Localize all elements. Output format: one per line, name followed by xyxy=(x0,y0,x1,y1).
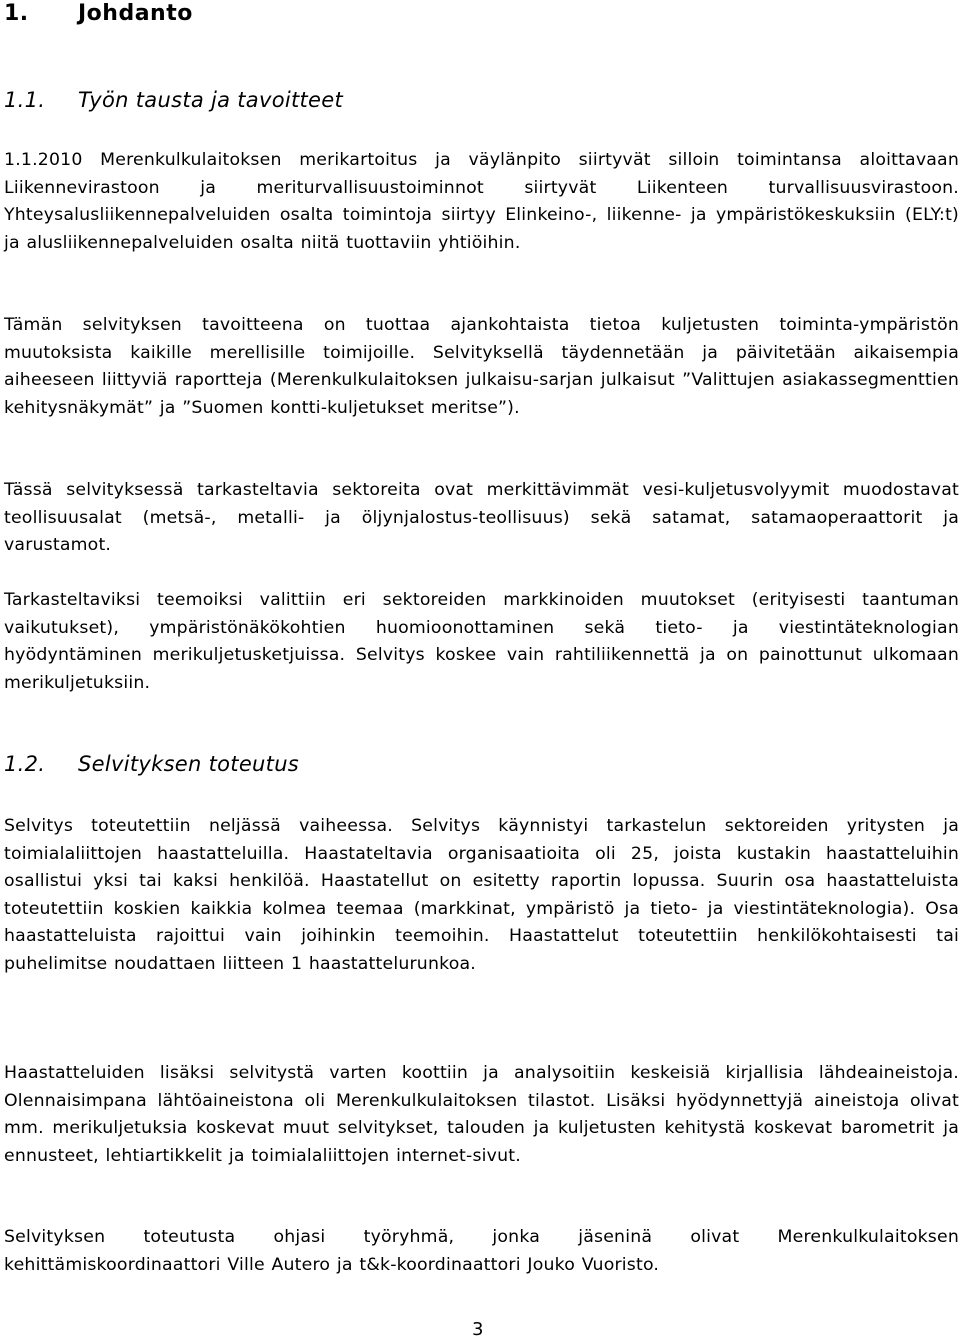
paragraph: 1.1.2010 Merenkulkulaitoksen merikartoitus ja väylänpito siirtyvät silloin toimintansa aloittavaan Liikennevirastoon ja meriturvallisuustoiminnot siirtyvät Liikenteen turvallisuusvirastoon. Yhteysalusliikennepalveluiden osalta toimintoja siirtyy Elinkeino-, liikenne- ja ympäristökeskuksiin (ELY:t) ja alusliikennepalveluiden osalta niitä tuottaviin yhtiöihin. xyxy=(4,150,959,253)
chapter-heading xyxy=(4,0,193,28)
paragraph: Tarkasteltaviksi teemoiksi valittiin eri sektoreiden markkinoiden muutokset (erityisesti taantuman vaikutukset), ympäristönäkökohtien huomioonottaminen sekä tieto- ja viestintäteknologian hyödyntäminen merikuljetusketjuissa. Selvitys koskee vain rahtiliikennettä ja on painottunut ulkomaan merikuljetuksiin. xyxy=(4,590,959,693)
section-heading xyxy=(4,750,299,778)
paragraph: Haastatteluiden lisäksi selvitystä varten koottiin ja analysoitiin keskeisiä kirjallisia lähdeaineistoja. Olennaisimpana lähtöaineistona oli Merenkulkulaitoksen tilastot. Lisäksi hyödynnettyjä aineistoja olivat mm. merikuljetuksia koskevat muut selvitykset, talouden ja kuljetusten kehitystä koskevat barometrit ja ennusteet, lehtiartikkelit ja toimialaliittojen internet-sivut. xyxy=(4,1063,959,1166)
chapter-title: Johdanto xyxy=(78,1,193,26)
section-title: Työn tausta ja tavoitteet xyxy=(78,88,344,112)
page-number: 3 xyxy=(472,1319,484,1340)
section-heading xyxy=(4,86,343,114)
paragraph: Tämän selvityksen tavoitteena on tuottaa ajankohtaista tietoa kuljetusten toiminta-ympäristön muutoksista kaikille merellisille toimijoille. Selvityksellä täydennetään ja päivitetään aikaisempia aiheeseen liittyviä raportteja (Merenkulkulaitoksen julkaisu-sarjan julkaisut ”Valittujen asiakassegmenttien kehitysnäkymät” ja ”Suomen kontti-kuljetukset meritse”). xyxy=(4,315,959,418)
paragraph: Selvitys toteutettiin neljässä vaiheessa. Selvitys käynnistyi tarkastelun sektoreiden yritysten ja toimialaliittojen haastatteluilla. Haastateltavia organisaatioita oli 25, joista kustakin haastatteluihin osallistui yksi tai kaksi henkilöä. Haastatellut on esitetty raportin lopussa. Suurin osa haastatteluista toteutettiin koskien kaikkia kolmea teemaa (markkinat, ympäristö ja tieto- ja viestintäteknologia). Osa haastatteluista rajoittui vain joihinkin teemoihin. Haastattelut toteutettiin henkilökohtaisesti tai puhelimitse noudattaen liitteen 1 haastattelurunkoa. xyxy=(4,816,959,974)
paragraph: Tässä selvityksessä tarkasteltavia sektoreita ovat merkittävimmät vesi-kuljetusvolyymit muodostavat teollisuusalat (metsä-, metalli- ja öljynjalostus-teollisuus) sekä satamat, satamaoperaattorit ja varustamot. xyxy=(4,480,959,555)
section-number: 1.1. xyxy=(4,88,46,112)
section-number: 1.2. xyxy=(4,752,46,776)
paragraph: Selvityksen toteutusta ohjasi työryhmä, jonka jäseninä olivat Merenkulkulaitoksen kehittämiskoordinaattori Ville Autero ja t&k-koordinaattori Jouko Vuoristo. xyxy=(4,1227,959,1275)
section-title: Selvityksen toteutus xyxy=(78,752,300,776)
chapter-number: 1. xyxy=(4,1,29,26)
